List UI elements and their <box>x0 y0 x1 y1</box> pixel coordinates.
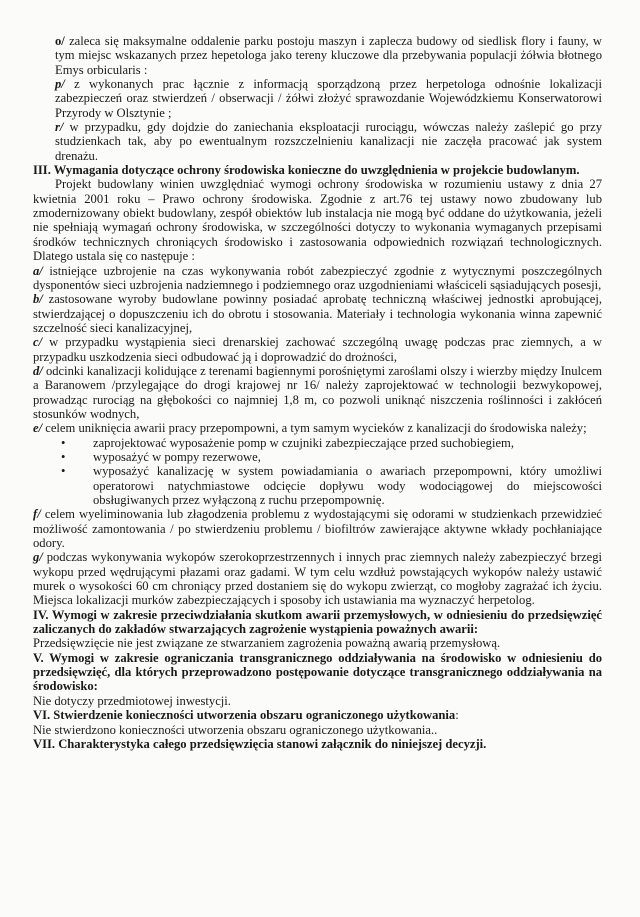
point-text: zaleca się maksymalne oddalenie parku postoju maszyn i zaplecza budowy od siedlisk flory i fauny, w tym miejsc wskazanych przez hepetologa jako tereny kluczowe dla przebywania populacji żółwia błotnego Emys orbicularis : <box>55 34 602 77</box>
section-iv-text: Przedsięwzięcie nie jest związane ze stwarzaniem zagrożenia poważną awarią przemysłową. <box>33 636 501 651</box>
point-letter: c/ <box>33 335 43 350</box>
point-a <box>33 264 602 293</box>
point-text: celem uniknięcia awarii pracy przepompowni, a tym samym wycieków z kanalizacji do środowiska należy; <box>42 421 587 436</box>
point-text: z wykonanych prac łącznie z informacją sporządzoną przez herpetologa odnośnie lokalizacji zabezpieczeń oraz stwierdzeń / obserwacji / żółwi złożyć sprawozdanie Wojewódzkiemu Konserwatorowi Przyrody w Olsztynie ; <box>55 77 602 120</box>
point-f <box>33 507 602 550</box>
section-v-text: Nie dotyczy przedmiotowej inwestycji. <box>33 693 231 708</box>
point-letter: a/ <box>33 263 43 278</box>
list-item: • zaprojektować wyposażenie pomp w czujniki zabezpieczające przed suchobiegiem, <box>93 436 602 450</box>
point-c <box>33 335 602 364</box>
point-letter: r/ <box>55 120 64 135</box>
point-letter: f/ <box>33 507 41 522</box>
section-vi-heading-colon: : <box>455 708 459 723</box>
point-text: podczas wykonywania wykopów szerokoprzestrzennych i innych prac ziemnych należy zabezpieczyć brzegi wykopu przed wędrującymi płazami oraz gadami. W tym celu wzdłuż powstających wykopów należy ustawić murek o wysokości 60 cm chroniący przed dostaniem się do wykopu zwierząt, co mogłoby zagrażać ich życiu. Miejsca lokalizacji murków zabezpieczających i sposoby ich ustawiania ma wyznaczyć herpetolog. <box>33 550 602 608</box>
list-item: • wyposażyć w pompy rezerwowe, <box>93 450 602 464</box>
point-letter: p/ <box>55 77 65 92</box>
point-b <box>33 292 602 335</box>
point-letter: e/ <box>33 421 43 436</box>
section-iii-heading: III. Wymagania dotyczące ochrony środowiska konieczne do uwzględnienia w projekcie budowlanym. <box>33 163 580 178</box>
section-vii-heading: VII. Charakterystyka całego przedsięwzięcia stanowi załącznik do niniejszej decyzji. <box>33 736 487 751</box>
point-o <box>33 34 602 77</box>
section-vi-heading: VI. Stwierdzenie konieczności utworzenia obszaru ograniczonego użytkowania <box>33 708 456 723</box>
point-e <box>33 421 602 435</box>
point-g <box>33 550 602 607</box>
point-text: w przypadku wystąpienia sieci drenarskiej zachować szczególną uwagę podczas prac ziemnych, a w przypadku uszkodzenia sieci odbudować ją i doprowadzić do drożności, <box>33 335 602 364</box>
section-vi-heading-line <box>33 708 602 722</box>
point-letter: o/ <box>55 34 65 48</box>
point-text: istniejące uzbrojenie na czas wykonywania robót zabezpieczyć zgodnie z wytycznymi poszczególnych dysponentów sieci uzbrojenia nadziemnego i podziemnego oraz uzgodnieniami właściceli sąsiadujących posesji, <box>33 263 602 292</box>
section-v-heading: V. Wymogi w zakresie ograniczania transgranicznego oddziaływania na środowisko w odniesieniu do przedsięwzięć, dla których przeprowadzono postępowanie dotyczące transgranicznego oddziaływania na środowisko: <box>33 650 602 694</box>
point-text: odcinki kanalizacji kolidujące z terenami bagiennymi porośniętymi zaroślami olszy i wierzby między Inulcem a Baranowem /przylegające do drogi krajowej nr 16/ należy zaprojektować w technologii bezwykopowej, prowadząc rurociąg na głębokości co najmniej 1,8 m, co pozwoli uniknąć niszczenia roślinności i zakłóceń stosunków wodnych, <box>33 363 602 421</box>
point-letter: g/ <box>33 550 43 565</box>
point-letter: d/ <box>33 363 43 378</box>
point-d <box>33 364 602 421</box>
point-letter: b/ <box>33 292 43 307</box>
point-text: zastosowane wyroby budowlane powinny posiadać aprobatę techniczną właściwej jednostki aprobującej, stwierdzającej o dopuszczeniu ich do obrotu i stosowania. Materiały i technologia wykonania winna zapewnić szczelność sieci kanalizacyjnej, <box>33 292 602 335</box>
section-iii-intro: Projekt budowlany winien uwzględniać wymogi ochrony środowiska w rozumieniu ustawy z dnia 27 kwietnia 2001 roku – Prawo ochrony środowiska. Zgodnie z art.76 tej ustawy nowo zbudowany lub zmodernizowany obiekt budowlany, zespół obiektów lub instalacja nie mogą być oddane do użytkowania, jeżeli nie spełniają wymagań ochrony środowiska, w szczególności dotyczy to wykonania wymaganych przepisami środków technicznych chroniących środowisko i zastosowania odpowiednich rozwiązań technologicznych. Dlatego ustala się co następuje : <box>33 177 602 264</box>
section-vi-text: Nie stwierdzono konieczności utworzenia obszaru ograniczonego użytkowania.. <box>33 722 438 737</box>
point-r <box>33 120 602 163</box>
point-text: w przypadku, gdy dojdzie do zaniechania eksploatacji rurociągu, wówczas należy zaślepić go przy studzienkach tak, aby po ewentualnym rozszczelnieniu kanalizacji nie zaczęła pracować jak system drenażu. <box>55 120 602 163</box>
bullet-list <box>33 436 602 508</box>
list-item: • wyposażyć kanalizację w system powiadamiania o awariach przepompowni, który umożliwi operatorowi natychmiastowe odcięcie dopływu wody wodociągowej do miejscowości obsługiwanych przez wyłączoną z ruchu przepompownię. <box>93 464 602 507</box>
section-iv-heading: IV. Wymogi w zakresie przeciwdziałania skutkom awarii przemysłowych, w odniesieniu do przedsięwzięć zaliczanych do zakładów stwarzających zagrożenie wystąpienia poważnych awarii: <box>33 607 602 637</box>
point-p <box>33 77 602 120</box>
point-text: celem wyeliminowania lub złagodzenia problemu z wydostającymi się odorami w studzienkach przewidzieć możliwość zamontowania / po stwierdzeniu problemu / biofiltrów zawierające aktywne wkłady pochłaniające odory. <box>33 507 602 551</box>
